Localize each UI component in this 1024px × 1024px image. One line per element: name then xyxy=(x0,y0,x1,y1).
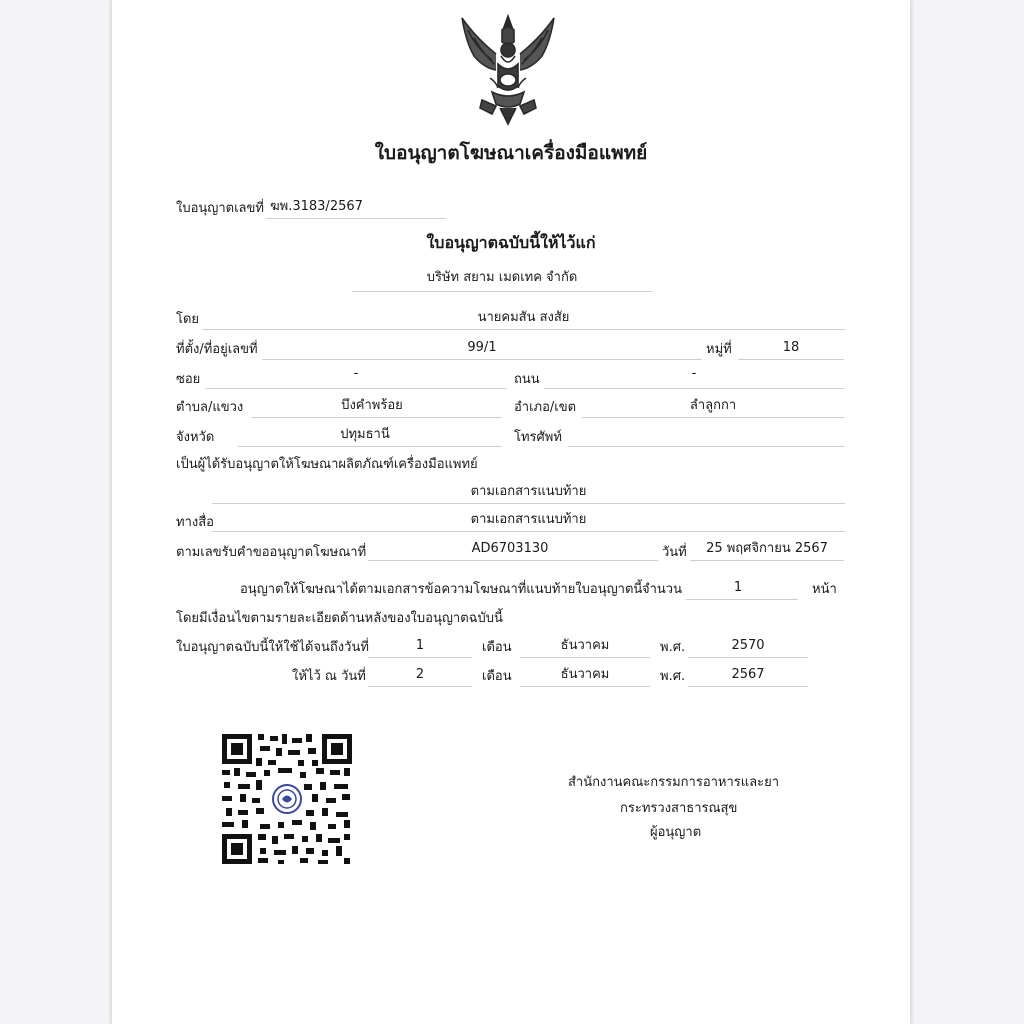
district-value: ลำลูกกา xyxy=(689,398,737,413)
issuer-office: สำนักงานคณะกรรมการอาหารและยา xyxy=(568,775,780,790)
garuda-emblem-icon xyxy=(456,8,560,126)
issued-year: 2567 xyxy=(731,667,765,682)
phone-label: โทรศัพท์ xyxy=(514,430,562,445)
moo-label: หมู่ที่ xyxy=(706,342,732,357)
road-label: ถนน xyxy=(514,372,540,387)
request-no-label: ตามเลขรับคำขออนุญาตโฆษณาที่ xyxy=(176,545,367,560)
soi-label: ซอย xyxy=(176,372,201,387)
valid-until-label: ใบอนุญาตฉบับนี้ให้ใช้ได้จนถึงวันที่ xyxy=(176,640,369,655)
valid-day: 1 xyxy=(415,638,425,653)
road-value: - xyxy=(691,366,697,381)
pages-unit: หน้า xyxy=(812,582,837,597)
province-value: ปทุมธานี xyxy=(340,427,390,442)
pages-count-value: 1 xyxy=(733,580,743,595)
subdistrict-value: บึงคำพร้อย xyxy=(341,398,403,413)
product-value: ตามเอกสารแนบท้าย xyxy=(470,484,587,499)
issuer-role: ผู้อนุญาต xyxy=(650,825,702,840)
district-label: อำเภอ/เขต xyxy=(514,400,577,415)
valid-year-label: พ.ศ. xyxy=(660,640,686,655)
pages-text: อนุญาตให้โฆษณาได้ตามเอกสารข้อความโฆษณาที่แนบท้ายใบอนุญาตนี้ xyxy=(240,582,643,597)
address-label: ที่ตั้ง/ที่อยู่เลขที่ xyxy=(176,342,258,357)
request-date-label: วันที่ xyxy=(662,545,687,560)
request-date-value: 25 พฤศจิกายน 2567 xyxy=(706,541,828,556)
pages-count-label: จำนวน xyxy=(642,582,682,597)
issued-label: ให้ไว้ ณ วันที่ xyxy=(292,669,366,684)
granted-to-heading: ใบอนุญาตฉบับนี้ให้ไว้แก่ xyxy=(426,233,596,252)
issuer-ministry: กระทรวงสาธารณสุข xyxy=(620,801,738,816)
media-label: ทางสื่อ xyxy=(176,515,214,530)
issued-month-label: เดือน xyxy=(482,669,512,684)
issued-day: 2 xyxy=(415,667,425,682)
province-label: จังหวัด xyxy=(176,430,215,445)
conditions-text: โดยมีเงื่อนไขตามรายละเอียดด้านหลังของใบอนุญาตฉบับนี้ xyxy=(176,611,503,626)
soi-value: - xyxy=(353,366,359,381)
valid-month: ธันวาคม xyxy=(560,638,610,653)
license-no-value: ฆพ.3183/2567 xyxy=(270,199,363,214)
address-no: 99/1 xyxy=(467,340,497,355)
company-name: บริษัท สยาม เมดเทค จำกัด xyxy=(426,270,578,285)
moo-value: 18 xyxy=(782,340,800,355)
request-no-value: AD6703130 xyxy=(471,541,549,556)
document-title: ใบอนุญาตโฆษณาเครื่องมือแพทย์ xyxy=(374,142,648,164)
issued-month: ธันวาคม xyxy=(560,667,610,682)
media-value: ตามเอกสารแนบท้าย xyxy=(470,512,587,527)
license-document xyxy=(112,0,910,1024)
product-label: เป็นผู้ได้รับอนุญาตให้โฆษณาผลิตภัณฑ์เครื่องมือแพทย์ xyxy=(176,457,478,472)
by-label: โดย xyxy=(176,312,200,327)
valid-year: 2570 xyxy=(731,638,765,653)
qr-code-icon xyxy=(220,732,354,866)
issued-year-label: พ.ศ. xyxy=(660,669,686,684)
license-no-label: ใบอนุญาตเลขที่ xyxy=(176,201,264,216)
by-name: นายคมสัน สงสัย xyxy=(477,310,570,325)
valid-month-label: เดือน xyxy=(482,640,512,655)
subdistrict-label: ตำบล/แขวง xyxy=(176,400,244,415)
